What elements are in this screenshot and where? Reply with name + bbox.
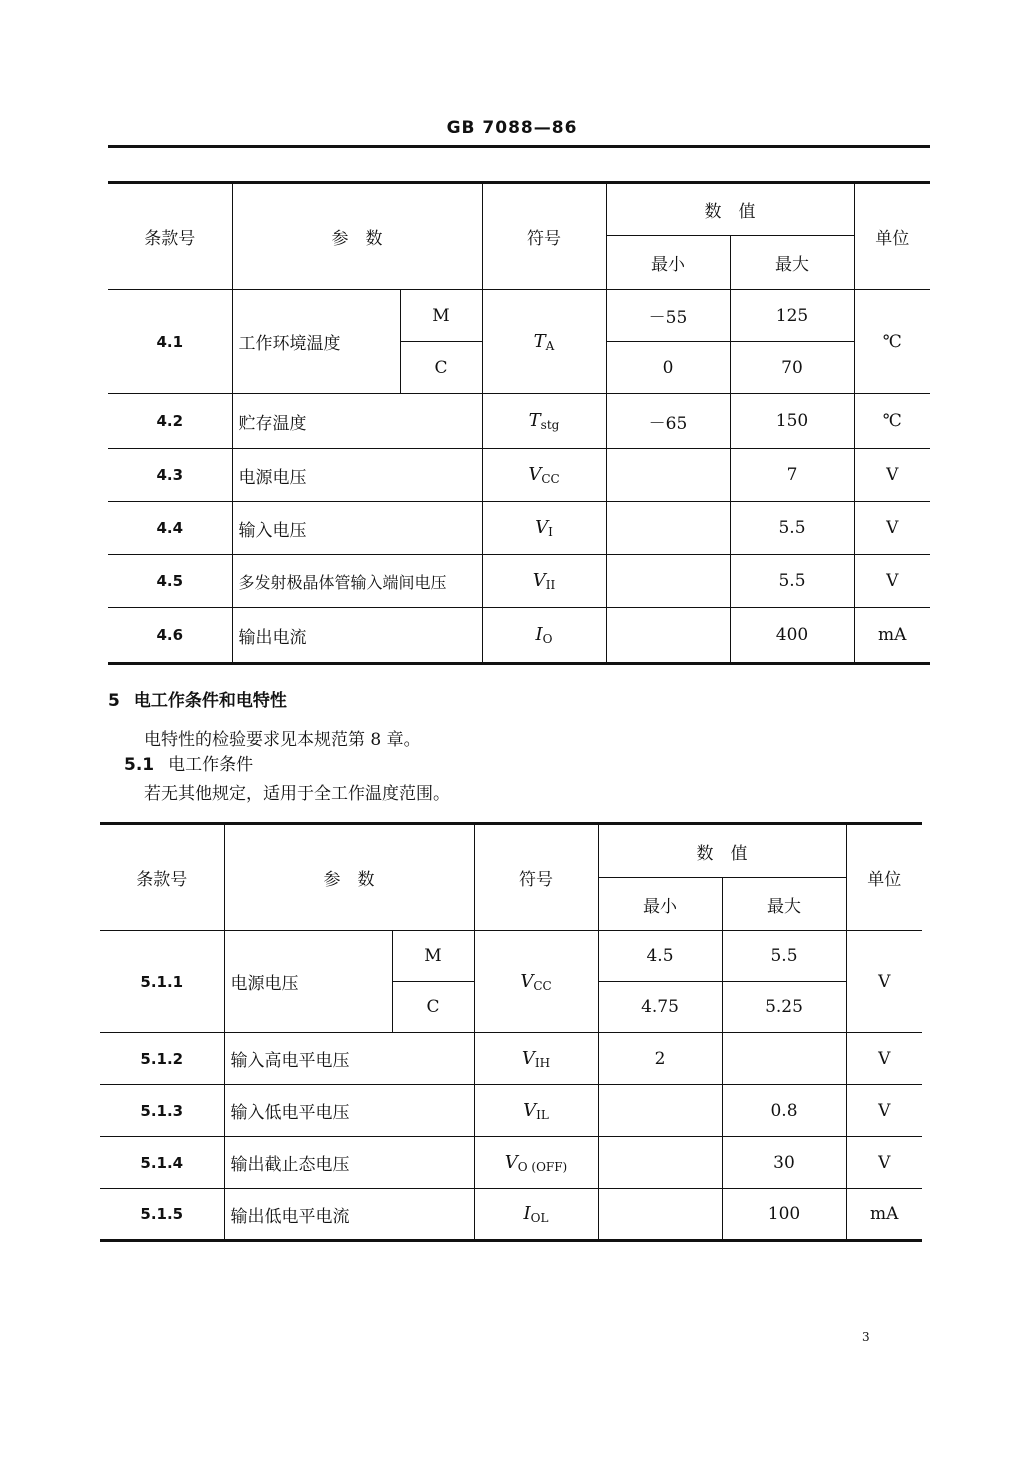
max-cell: 125: [730, 290, 854, 342]
page-number: 3: [862, 1330, 870, 1344]
unit-cell: V: [846, 1085, 922, 1137]
max-cell: 5.5: [722, 931, 846, 982]
max-cell: 5.5: [730, 555, 854, 608]
symbol-cell: $V_{CC}$: [482, 449, 606, 502]
unit-cell: V: [854, 502, 930, 555]
max-cell: 400: [730, 608, 854, 664]
min-cell: [598, 1085, 722, 1137]
parameter-cell: 输出低电平电流: [224, 1189, 474, 1241]
parameter-cell: 输出电流: [232, 608, 482, 664]
max-cell: 70: [730, 342, 854, 394]
parameter-cell: 多发射极晶体管输入端间电压: [232, 555, 482, 608]
min-cell: 4.5: [598, 931, 722, 982]
min-cell: [598, 1137, 722, 1189]
clause-cell: 5.1.2: [100, 1033, 224, 1085]
max-cell: 5.5: [730, 502, 854, 555]
subsection-body: 若无其他规定，适用于全工作温度范围。: [144, 784, 450, 804]
min-cell: [606, 555, 730, 608]
min-cell: －65: [606, 394, 730, 449]
grade-m-cell: M: [392, 931, 474, 982]
symbol-cell: $V_{O (OFF)}$: [474, 1137, 598, 1189]
header-unit: 单位: [854, 183, 930, 290]
parameter-cell: 输入电压: [232, 502, 482, 555]
grade-m-cell: M: [400, 290, 482, 342]
min-cell: －55: [606, 290, 730, 342]
clause-cell: 5.1.1: [100, 931, 224, 1033]
unit-cell: V: [846, 1033, 922, 1085]
clause-cell: 4.3: [108, 449, 232, 502]
document-code: GB 7088—86: [446, 118, 578, 138]
subsection-heading: [124, 750, 253, 775]
parameter-cell: 输入高电平电压: [224, 1033, 474, 1085]
clause-cell: 4.2: [108, 394, 232, 449]
max-cell: [722, 1033, 846, 1085]
clause-cell: 4.4: [108, 502, 232, 555]
subsection-number: 5.1: [124, 755, 155, 775]
min-cell: [606, 449, 730, 502]
clause-cell: 5.1.5: [100, 1189, 224, 1241]
max-cell: 7: [730, 449, 854, 502]
header-max: 最大: [730, 236, 854, 290]
unit-cell: V: [846, 931, 922, 1033]
header-symbol: 符号: [474, 824, 598, 931]
section-heading: [108, 686, 287, 711]
subsection-title: 电工作条件: [168, 755, 254, 775]
symbol-cell: $V_{IL}$: [474, 1085, 598, 1137]
clause-cell: 5.1.4: [100, 1137, 224, 1189]
symbol-cell: $I_O$: [482, 608, 606, 664]
unit-cell: mA: [846, 1189, 922, 1241]
grade-c-cell: C: [400, 342, 482, 394]
parameter-cell: 电源电压: [224, 931, 392, 1033]
max-cell: 150: [730, 394, 854, 449]
unit-cell: V: [846, 1137, 922, 1189]
section-body: 电特性的检验要求见本规范第 8 章。: [144, 730, 421, 750]
header-parameter: 参 数: [232, 183, 482, 290]
min-cell: 4.75: [598, 982, 722, 1033]
clause-cell: 4.5: [108, 555, 232, 608]
min-cell: 2: [598, 1033, 722, 1085]
max-cell: 5.25: [722, 982, 846, 1033]
min-cell: 0: [606, 342, 730, 394]
header-min: 最小: [598, 878, 722, 931]
operating-conditions-table: [100, 822, 922, 1242]
header-rule: [108, 145, 930, 148]
unit-cell: V: [854, 449, 930, 502]
max-cell: 100: [722, 1189, 846, 1241]
min-cell: [606, 502, 730, 555]
parameter-cell: 输出截止态电压: [224, 1137, 474, 1189]
header-max: 最大: [722, 878, 846, 931]
unit-cell: V: [854, 555, 930, 608]
symbol-cell: $V_{IH}$: [474, 1033, 598, 1085]
header-symbol: 符号: [482, 183, 606, 290]
header-value: 数 值: [598, 824, 846, 878]
header-min: 最小: [606, 236, 730, 290]
parameter-cell: 输入低电平电压: [224, 1085, 474, 1137]
min-cell: [606, 608, 730, 664]
header-parameter: 参 数: [224, 824, 474, 931]
parameter-cell: 电源电压: [232, 449, 482, 502]
header-clause: 条款号: [100, 824, 224, 931]
symbol-cell: $T_{stg}$: [482, 394, 606, 449]
symbol-cell: $V_{CC}$: [474, 931, 598, 1033]
clause-cell: 4.6: [108, 608, 232, 664]
clause-cell: 5.1.3: [100, 1085, 224, 1137]
symbol-cell: $V_{II}$: [482, 555, 606, 608]
header-unit: 单位: [846, 824, 922, 931]
clause-cell: 4.1: [108, 290, 232, 394]
unit-cell: mA: [854, 608, 930, 664]
symbol-cell: $T_A$: [482, 290, 606, 394]
grade-c-cell: C: [392, 982, 474, 1033]
symbol-cell: $I_{OL}$: [474, 1189, 598, 1241]
min-cell: [598, 1189, 722, 1241]
absolute-ratings-table: [108, 181, 930, 665]
max-cell: 0.8: [722, 1085, 846, 1137]
symbol-cell: $V_I$: [482, 502, 606, 555]
unit-cell: ℃: [854, 290, 930, 394]
section-title: 电工作条件和电特性: [133, 691, 287, 711]
parameter-cell: 工作环境温度: [232, 290, 400, 394]
section-number: 5: [108, 691, 120, 711]
unit-cell: ℃: [854, 394, 930, 449]
max-cell: 30: [722, 1137, 846, 1189]
parameter-cell: 贮存温度: [232, 394, 482, 449]
header-clause: 条款号: [108, 183, 232, 290]
header-value: 数 值: [606, 183, 854, 236]
